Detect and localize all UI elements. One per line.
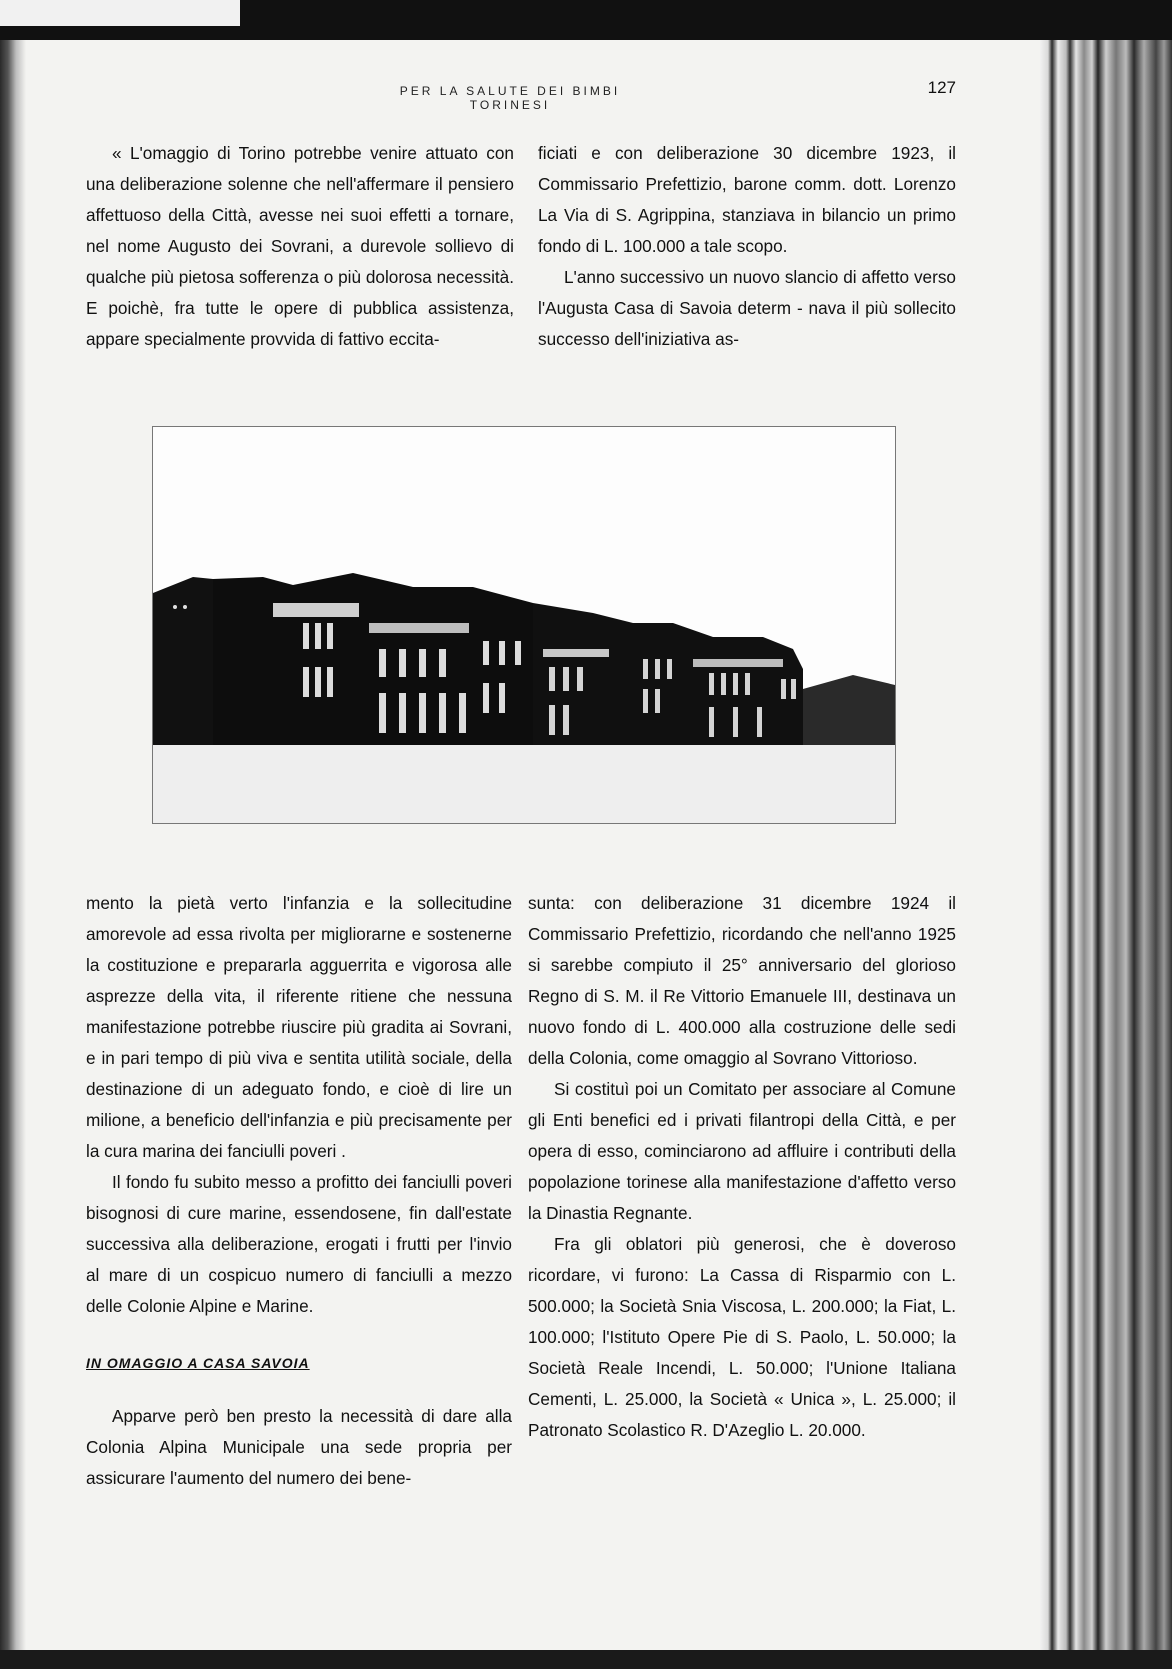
page-number: 127 [927, 78, 956, 97]
page-edges [1040, 40, 1172, 1669]
paragraph: mento la pietà verto l'infanzia e la sollecitudine amorevole ad essa rivolta per migliorarne e sostenerne la costituzione e prepararla agguerrita e vigorosa alle asprezze della vita, il riferente ritiene che nessuna manifestazione potrebbe riuscire più gradita ai Sovrani, e in pari tempo di più viva e sentita utilità sociale, della destinazione di un adeguato fondo, e cioè di lire un milione, a beneficio dell'infanzia e più precisamente per la cura marina dei fanciulli poveri . [86, 893, 512, 1161]
paragraph: sunta: con deliberazione 31 dicembre 1924 il Commissario Prefettizio, ricordando che nell'anno 1925 si sarebbe compiuto il 25° anniversario del glorioso Regno di S. M. il Re Vittorio Emanuele III, destinava un nuovo fondo di L. 400.000 alla costruzione delle sedi della Colonia, come omaggio al Sovrano Vittorioso. [528, 893, 956, 1068]
paragraph: Il fondo fu subito messo a profitto dei fanciulli poveri bisognosi di cure marine, essendosene, fin dall'estate successiva alla deliberazione, erogati i frutti per l'invio al mare di un cospicuo numero di fanciulli a mezzo delle Colonie Alpine e Marine. [86, 1172, 512, 1316]
paragraph: Apparve però ben presto la necessità di dare alla Colonia Alpina Municipale una sede propria per assicurare l'aumento del numero dei bene- [86, 1406, 512, 1488]
paragraph: ficiati e con deliberazione 30 dicembre 1923, il Commissario Prefettizio, barone comm. dott. Lorenzo La Via di S. Agrippina, stanziava in bilancio un primo fondo di L. 100.000 a tale scopo. [538, 143, 956, 256]
building-photo [152, 426, 896, 824]
column-top-left [86, 138, 514, 355]
column-bottom-left [86, 888, 512, 1494]
running-head: PER LA SALUTE DEI BIMBI TORINESI [399, 84, 621, 112]
paragraph: « L'omaggio di Torino potrebbe venire attuato con una deliberazione solenne che nell'affermare il pensiero affettuoso della Città, avesse nei suoi effetti a tornare, nel nome Augusto dei Sovrani, a durevole sollievo di qualche più pietosa sofferenza o più dolorosa necessità. E poichè, fra tutte le opere di pubblica assistenza, appare specialmente provvida di fattivo eccita- [86, 143, 514, 349]
section-heading: IN OMAGGIO A CASA SAVOIA [86, 1355, 310, 1371]
building-photo-image [153, 427, 895, 823]
book-page [0, 40, 1040, 1650]
scan-bottom-border [0, 1650, 1172, 1669]
paragraph: Si costituì poi un Comitato per associare al Comune gli Enti benefici ed i privati filantropi della Città, e per opera di esso, cominciarono ad affluire i contributi della popolazione torinese alla manifestazione d'affetto verso la Dinastia Regnante. [528, 1079, 956, 1223]
column-bottom-right [528, 888, 956, 1446]
column-top-right [538, 138, 956, 355]
paragraph: Fra gli oblatori più generosi, che è doveroso ricordare, vi furono: La Cassa di Risparmio con L. 500.000; la Società Snia Viscosa, L. 200.000; la Fiat, L. 100.000; l'Istituto Opere Pie di S. Paolo, L. 50.000; la Società Reale Incendi, L. 50.000; l'Unione Italiana Cementi, L. 25.000, la Società « Unica », L. 25.000; il Patronato Scolastico R. D'Azeglio L. 20.000. [528, 1234, 956, 1440]
scan-top-strip [0, 0, 240, 26]
paragraph: L'anno successivo un nuovo slancio di affetto verso l'Augusta Casa di Savoia determ - nava il più sollecito successo dell'iniziativa as- [538, 267, 956, 349]
